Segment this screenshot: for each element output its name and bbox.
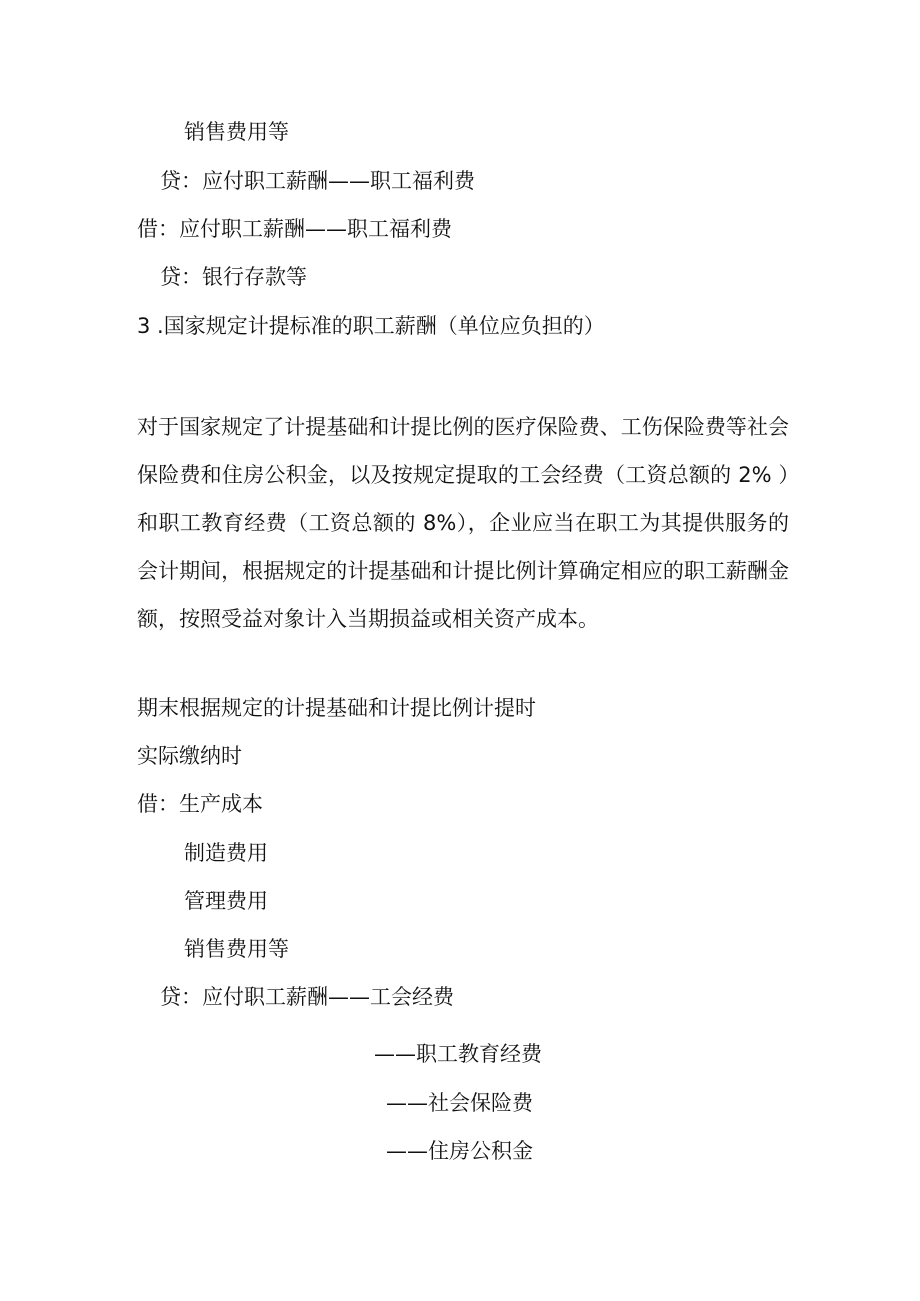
text-line: 贷：应付职工薪酬——工会经费 (160, 985, 454, 1009)
text-line: ——社会保险费 (386, 1091, 533, 1115)
text-line: 销售费用等 (184, 937, 289, 961)
text-line: ——住房公积金 (386, 1139, 533, 1163)
text-line: 制造费用 (184, 841, 268, 865)
text-line: ——职工教育经费 (374, 1042, 542, 1066)
text-line: 借：应付职工薪酬——职工福利费 (137, 217, 452, 241)
text-line: 贷：应付职工薪酬——职工福利费 (160, 169, 475, 193)
section-heading: 3 .国家规定计提标准的职工薪酬（单位应负担的） (137, 314, 605, 338)
text-line: 贷：银行存款等 (160, 265, 307, 289)
text-line: 管理费用 (184, 889, 268, 913)
text-line: 实际缴纳时 (137, 744, 242, 768)
body-paragraph: 对于国家规定了计提基础和计提比例的医疗保险费、工伤保险费等社会保险费和住房公积金，以及按规定提取的工会经费（工资总额的 2% ）和职工教育经费（工资总额的 8%），企业应当在职工为其提供服务的会计期间，根据规定的计提基础和计提比例计算确定相应的职工薪酬金额，按照受益对象计入当期损益或相关资产成本。 (137, 415, 789, 631)
text-line: 销售费用等 (184, 120, 289, 144)
text-line: 期末根据规定的计提基础和计提比例计提时 (137, 696, 536, 720)
text-line: 借：生产成本 (137, 792, 263, 816)
